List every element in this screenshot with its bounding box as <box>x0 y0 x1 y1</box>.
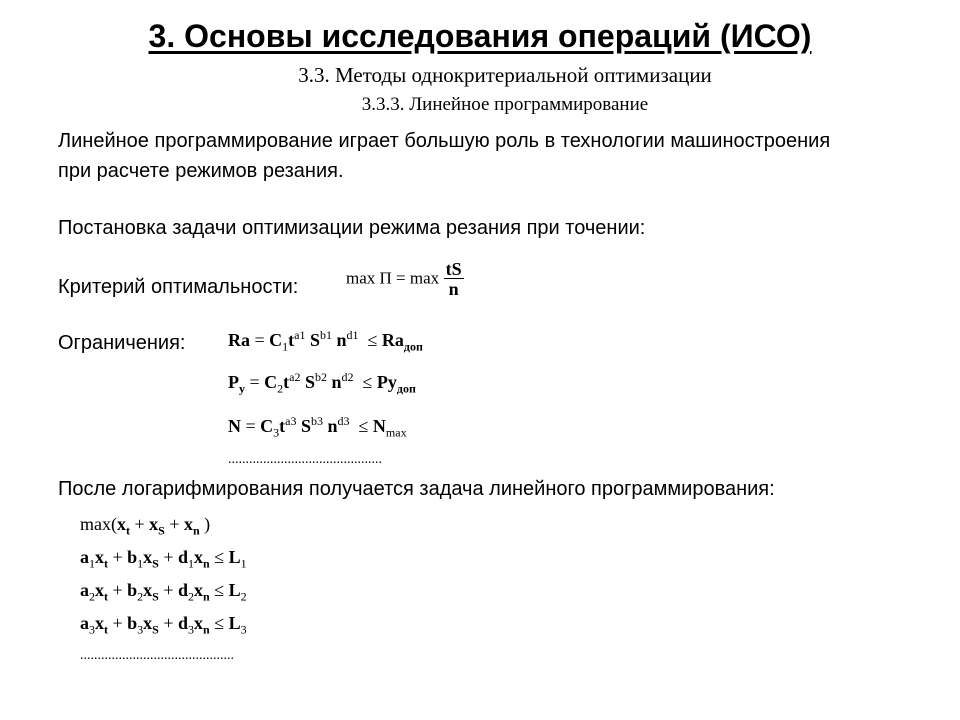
criterion-numerator: tS <box>445 259 462 279</box>
constraint-row: $Ra = C_1t^{a1}$ $S^{b1}$ $n^{d1} \le Ra_{доп}$ <box>228 328 423 354</box>
constraint-coef: C <box>264 372 278 392</box>
exp-a: a3 <box>285 414 297 428</box>
intro-paragraph <box>58 126 830 186</box>
constraint-coef-index: 2 <box>277 381 284 396</box>
constraint-row: $N = C_3t^{a3}$ $S^{b3}$ $n^{d3} \le N_{max}$ <box>228 414 407 440</box>
ellipsis-dots-2: ............................................ <box>80 648 234 663</box>
exp-d: d2 <box>341 370 354 384</box>
constraint-lhs: Ra <box>228 330 250 350</box>
criterion-left: max П = max <box>346 268 440 288</box>
criterion-formula <box>346 260 464 299</box>
constraint-row: $P_y = C_2t^{a2}$ $S^{b2}$ $n^{d2} \le Py_{доп}$ <box>228 370 416 396</box>
constraint-rhs-sub: max <box>385 425 407 440</box>
lp-row: $a_3x_t + b_3x_S + d_3x_n \le L_3$ <box>80 613 247 637</box>
exp-b: b2 <box>315 370 327 384</box>
constraint-rhs-sub: доп <box>403 339 423 354</box>
problem-statement: Постановка задачи оптимизации режима резания при точении: <box>58 217 646 239</box>
exp-a: a2 <box>289 370 301 384</box>
constraint-rhs-sub: доп <box>396 381 416 396</box>
constraint-lhs: N <box>228 416 241 436</box>
intro-line-2: при расчете режимов резания. <box>58 160 344 182</box>
criterion-label: Критерий оптимальности: <box>58 276 299 298</box>
criterion-fraction <box>444 260 464 299</box>
constraint-coef: C <box>269 330 283 350</box>
ellipsis-dots: ............................................ <box>228 452 382 467</box>
exp-b: b1 <box>320 328 332 342</box>
intro-line-1: Линейное программирование играет большую роль в технологии машиностроения <box>58 130 831 152</box>
constraint-lhs-sub: y <box>239 381 245 396</box>
lp-objective: $\max(x_t + x_S + x_n$ ) <box>80 514 211 538</box>
subsection-subtitle: 3.3.3. Линейное программирование <box>361 94 649 115</box>
constraint-rhs: N <box>372 416 386 436</box>
exp-d: d3 <box>337 414 350 428</box>
exp-d: d1 <box>346 328 359 342</box>
exp-a: a1 <box>294 328 306 342</box>
constraint-rhs: Py <box>376 372 397 392</box>
after-log-statement: После логарифмирования получается задача линейного программирования: <box>58 478 775 500</box>
constraint-coef-index: 3 <box>273 425 280 440</box>
exp-b: b3 <box>311 414 323 428</box>
constraint-lhs: P <box>228 372 239 392</box>
criterion-denominator: n <box>448 279 459 299</box>
constraint-rhs: Ra <box>381 330 404 350</box>
page-title: 3. Основы исследования операций (ИСО) <box>148 18 812 54</box>
constraint-coef: C <box>260 416 274 436</box>
lp-row: $a_2x_t + b_2x_S + d_2x_n \le L_2$ <box>80 580 247 604</box>
section-subtitle: 3.3. Методы однокритериальной оптимизации <box>298 63 712 87</box>
lp-row: $a_1x_t + b_1x_S + d_1x_n \le L_1$ <box>80 547 247 571</box>
constraint-coef-index: 1 <box>282 339 289 354</box>
constraints-label: Ограничения: <box>58 332 186 354</box>
